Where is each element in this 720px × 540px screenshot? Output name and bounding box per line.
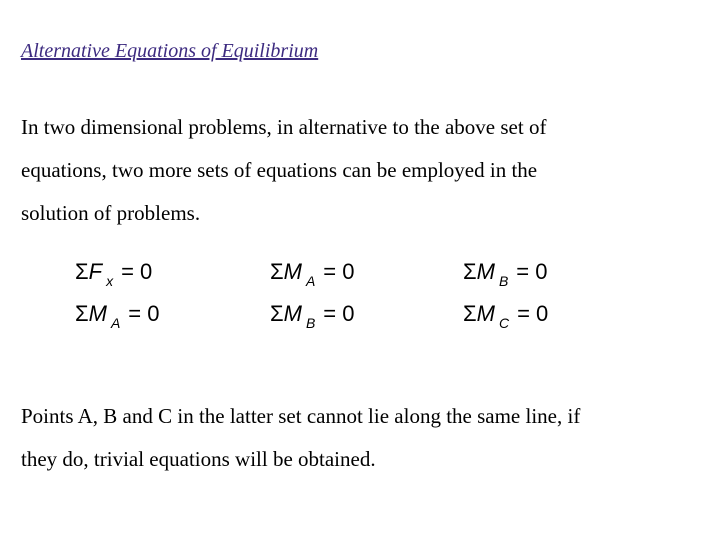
intro-line: equations, two more sets of equations can be employed in the bbox=[21, 158, 538, 182]
intro-line: In two dimensional problems, in alternative to the above set of bbox=[21, 115, 547, 139]
equation-sum-ma: ΣM $_A$ = 0 bbox=[270, 259, 355, 289]
outro-paragraph bbox=[21, 395, 701, 481]
equation-sum-fx: ΣF $_x$ = 0 bbox=[75, 259, 153, 289]
outro-line: they do, trivial equations will be obtained. bbox=[21, 447, 376, 471]
equation-sum-mb: ΣM $_B$ = 0 bbox=[270, 301, 355, 331]
outro-line: Points A, B and C in the latter set cannot lie along the same line, if bbox=[21, 404, 581, 428]
intro-paragraph bbox=[21, 106, 681, 235]
equation-sum-mb: ΣM $_B$ = 0 bbox=[463, 259, 548, 289]
equation-sum-ma: ΣM $_A$ = 0 bbox=[75, 301, 160, 331]
intro-line: solution of problems. bbox=[21, 201, 201, 225]
slide-title: Alternative Equations of Equilibrium bbox=[21, 40, 319, 62]
equation-sum-mc: ΣM $_C$ = 0 bbox=[463, 301, 549, 331]
equation-grid bbox=[75, 255, 635, 345]
